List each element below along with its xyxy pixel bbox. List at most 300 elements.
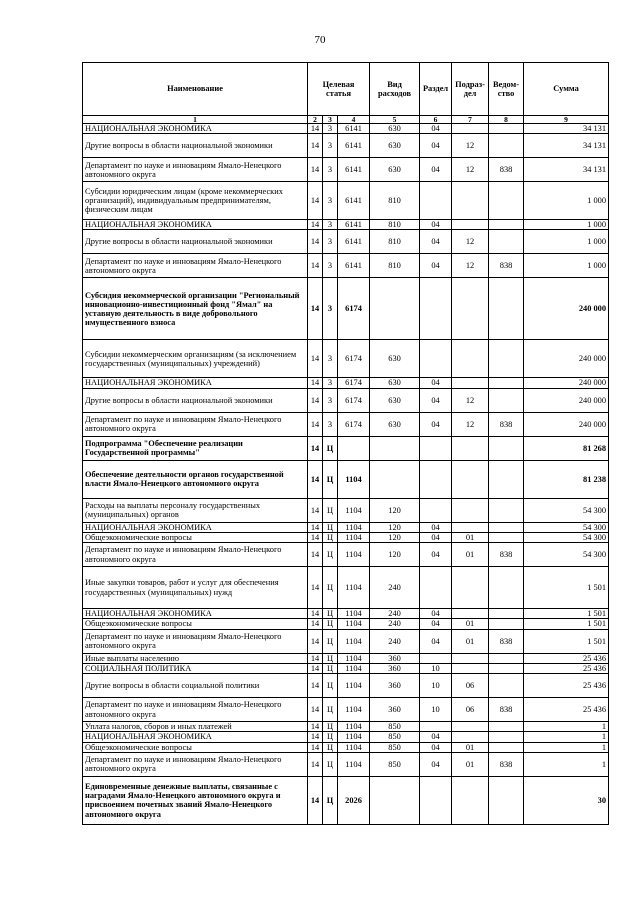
row-name: Субсидии юридическим лицам (кроме некоммерческих организаций), индивидуальным предпринимателям, физическим лицам — [83, 182, 308, 220]
subsection-code — [452, 436, 489, 460]
target-article-code-3: 6174 — [338, 340, 370, 378]
column-number: 4 — [338, 116, 370, 124]
section-code: 04 — [420, 522, 452, 532]
table-row — [83, 522, 609, 532]
expense-type: 240 — [370, 619, 420, 629]
table-row — [83, 412, 609, 436]
table-row — [83, 543, 609, 567]
subsection-code — [452, 663, 489, 673]
target-article-code-3: 6141 — [338, 158, 370, 182]
department-code — [489, 220, 524, 230]
target-article-code-1: 14 — [308, 629, 323, 653]
column-number: 9 — [524, 116, 609, 124]
target-article-code-3 — [338, 436, 370, 460]
expense-type: 630 — [370, 388, 420, 412]
department-code — [489, 124, 524, 134]
target-article-code-3: 1104 — [338, 498, 370, 522]
table-row — [83, 532, 609, 542]
target-article-code-3: 6174 — [338, 412, 370, 436]
target-article-code-2: Ц — [323, 776, 338, 824]
target-article-code-3: 6174 — [338, 378, 370, 388]
row-name: Общеэкономические вопросы — [83, 619, 308, 629]
amount: 240 000 — [524, 340, 609, 378]
expense-type — [370, 776, 420, 824]
target-article-code-1: 14 — [308, 532, 323, 542]
row-name: Общеэкономические вопросы — [83, 532, 308, 542]
column-number-row — [83, 116, 609, 124]
section-code — [420, 653, 452, 663]
table-row — [83, 663, 609, 673]
target-article-code-2: Ц — [323, 629, 338, 653]
table-row — [83, 752, 609, 776]
section-code: 04 — [420, 629, 452, 653]
section-code: 04 — [420, 378, 452, 388]
col-subsection-header: Подраз-дел — [452, 63, 489, 116]
section-code — [420, 498, 452, 522]
department-code — [489, 230, 524, 254]
table-row — [83, 722, 609, 732]
amount: 240 000 — [524, 378, 609, 388]
target-article-code-1: 14 — [308, 134, 323, 158]
subsection-code: 01 — [452, 532, 489, 542]
section-code: 04 — [420, 412, 452, 436]
row-name: НАЦИОНАЛЬНАЯ ЭКОНОМИКА — [83, 220, 308, 230]
target-article-code-2: 3 — [323, 182, 338, 220]
amount: 54 300 — [524, 498, 609, 522]
expense-type: 850 — [370, 742, 420, 752]
table-row — [83, 698, 609, 722]
expense-type: 630 — [370, 378, 420, 388]
target-article-code-2: Ц — [323, 752, 338, 776]
subsection-code — [452, 278, 489, 340]
target-article-code-3: 1104 — [338, 522, 370, 532]
target-article-code-2: Ц — [323, 609, 338, 619]
amount: 1 000 — [524, 254, 609, 278]
table-row — [83, 134, 609, 158]
table-row — [83, 498, 609, 522]
row-name: Иные выплаты населению — [83, 653, 308, 663]
table-row — [83, 609, 609, 619]
target-article-code-3: 1104 — [338, 629, 370, 653]
target-article-code-2: Ц — [323, 653, 338, 663]
expense-type: 120 — [370, 532, 420, 542]
subsection-code: 12 — [452, 254, 489, 278]
section-code: 04 — [420, 124, 452, 134]
target-article-code-3: 1104 — [338, 674, 370, 698]
expense-type: 630 — [370, 412, 420, 436]
row-name: Единовременные денежные выплаты, связанные с наградами Ямало-Ненецкого автономного округа и присвоением почетных званий Ямало-Ненецкого автономного округа — [83, 776, 308, 824]
target-article-code-2: 3 — [323, 134, 338, 158]
amount: 34 131 — [524, 124, 609, 134]
subsection-code: 06 — [452, 674, 489, 698]
column-number: 2 — [308, 116, 323, 124]
col-name-header: Наименование — [83, 63, 308, 116]
department-code — [489, 278, 524, 340]
target-article-code-3: 1104 — [338, 532, 370, 542]
section-code — [420, 278, 452, 340]
department-code — [489, 498, 524, 522]
section-code: 04 — [420, 543, 452, 567]
row-name: Департамент по науке и инновациям Ямало-Ненецкого автономного округа — [83, 629, 308, 653]
expense-type: 240 — [370, 567, 420, 609]
amount: 25 436 — [524, 674, 609, 698]
amount: 1 — [524, 742, 609, 752]
subsection-code: 01 — [452, 752, 489, 776]
target-article-code-3: 6141 — [338, 134, 370, 158]
expense-type: 810 — [370, 220, 420, 230]
row-name: Департамент по науке и инновациям Ямало-Ненецкого автономного округа — [83, 543, 308, 567]
table-row — [83, 158, 609, 182]
department-code — [489, 134, 524, 158]
target-article-code-2: Ц — [323, 698, 338, 722]
department-code — [489, 653, 524, 663]
section-code: 10 — [420, 663, 452, 673]
table-row — [83, 742, 609, 752]
target-article-code-3: 6141 — [338, 220, 370, 230]
expense-type: 120 — [370, 543, 420, 567]
department-code — [489, 619, 524, 629]
amount: 1 000 — [524, 230, 609, 254]
section-code — [420, 436, 452, 460]
target-article-code-1: 14 — [308, 776, 323, 824]
target-article-code-2: Ц — [323, 498, 338, 522]
department-code: 838 — [489, 629, 524, 653]
subsection-code — [452, 653, 489, 663]
expense-type: 360 — [370, 698, 420, 722]
department-code — [489, 776, 524, 824]
table-row — [83, 182, 609, 220]
department-code — [489, 567, 524, 609]
expense-type: 850 — [370, 732, 420, 742]
target-article-code-3: 1104 — [338, 752, 370, 776]
row-name: Расходы на выплаты персоналу государственных (муниципальных) органов — [83, 498, 308, 522]
target-article-code-1: 14 — [308, 460, 323, 498]
department-code — [489, 460, 524, 498]
expense-type: 240 — [370, 629, 420, 653]
table-row — [83, 378, 609, 388]
expense-type — [370, 278, 420, 340]
amount: 81 238 — [524, 460, 609, 498]
amount: 1 — [524, 732, 609, 742]
target-article-code-2: Ц — [323, 522, 338, 532]
section-code: 10 — [420, 674, 452, 698]
expense-type: 240 — [370, 609, 420, 619]
department-code: 838 — [489, 412, 524, 436]
row-name: Департамент по науке и инновациям Ямало-Ненецкого автономного округа — [83, 254, 308, 278]
target-article-code-1: 14 — [308, 124, 323, 134]
row-name: Иные закупки товаров, работ и услуг для обеспечения государственных (муниципальных) нужд — [83, 567, 308, 609]
target-article-code-2: Ц — [323, 436, 338, 460]
target-article-code-2: 3 — [323, 412, 338, 436]
target-article-code-3: 1104 — [338, 742, 370, 752]
department-code: 838 — [489, 543, 524, 567]
table-body — [83, 124, 609, 825]
subsection-code — [452, 340, 489, 378]
target-article-code-3: 1104 — [338, 567, 370, 609]
amount: 54 300 — [524, 543, 609, 567]
subsection-code: 06 — [452, 698, 489, 722]
table-row — [83, 254, 609, 278]
section-code — [420, 776, 452, 824]
row-name: Другие вопросы в области национальной экономики — [83, 388, 308, 412]
target-article-code-1: 14 — [308, 567, 323, 609]
amount: 1 501 — [524, 609, 609, 619]
department-code — [489, 732, 524, 742]
column-number: 8 — [489, 116, 524, 124]
expense-type: 810 — [370, 254, 420, 278]
row-name: НАЦИОНАЛЬНАЯ ЭКОНОМИКА — [83, 732, 308, 742]
target-article-code-2: 3 — [323, 340, 338, 378]
section-code: 04 — [420, 609, 452, 619]
target-article-code-2: 3 — [323, 158, 338, 182]
target-article-code-2: Ц — [323, 732, 338, 742]
amount: 1 000 — [524, 182, 609, 220]
section-code: 04 — [420, 619, 452, 629]
section-code: 04 — [420, 388, 452, 412]
row-name: НАЦИОНАЛЬНАЯ ЭКОНОМИКА — [83, 124, 308, 134]
target-article-code-1: 14 — [308, 254, 323, 278]
target-article-code-1: 14 — [308, 522, 323, 532]
table-row — [83, 388, 609, 412]
target-article-code-1: 14 — [308, 278, 323, 340]
target-article-code-2: Ц — [323, 742, 338, 752]
target-article-code-3: 6141 — [338, 254, 370, 278]
department-code — [489, 722, 524, 732]
table-row — [83, 124, 609, 134]
target-article-code-2: Ц — [323, 460, 338, 498]
target-article-code-3: 1104 — [338, 543, 370, 567]
expense-type: 850 — [370, 722, 420, 732]
row-name: Подпрограмма "Обеспечение реализации Государственной программы" — [83, 436, 308, 460]
table-row — [83, 436, 609, 460]
row-name: НАЦИОНАЛЬНАЯ ЭКОНОМИКА — [83, 522, 308, 532]
target-article-code-1: 14 — [308, 498, 323, 522]
target-article-code-1: 14 — [308, 698, 323, 722]
table-row — [83, 653, 609, 663]
section-code: 04 — [420, 752, 452, 776]
row-name: Субсидии некоммерческим организациям (за исключением государственных (муниципальных) учреждений) — [83, 340, 308, 378]
section-code — [420, 460, 452, 498]
target-article-code-3: 6174 — [338, 388, 370, 412]
target-article-code-1: 14 — [308, 388, 323, 412]
table-row — [83, 776, 609, 824]
amount: 240 000 — [524, 412, 609, 436]
table-row — [83, 460, 609, 498]
department-code: 838 — [489, 752, 524, 776]
amount: 34 131 — [524, 134, 609, 158]
amount: 25 436 — [524, 698, 609, 722]
subsection-code — [452, 722, 489, 732]
amount: 1 — [524, 752, 609, 776]
target-article-code-2: 3 — [323, 388, 338, 412]
row-name: НАЦИОНАЛЬНАЯ ЭКОНОМИКА — [83, 609, 308, 619]
col-target-article-header: Целевая статья — [308, 63, 370, 116]
column-number: 5 — [370, 116, 420, 124]
department-code — [489, 340, 524, 378]
target-article-code-2: 3 — [323, 278, 338, 340]
section-code — [420, 567, 452, 609]
subsection-code — [452, 732, 489, 742]
col-department-header: Ведом-ство — [489, 63, 524, 116]
expense-type: 850 — [370, 752, 420, 776]
section-code: 04 — [420, 254, 452, 278]
row-name: Департамент по науке и инновациям Ямало-Ненецкого автономного округа — [83, 158, 308, 182]
row-name: Департамент по науке и инновациям Ямало-Ненецкого автономного округа — [83, 752, 308, 776]
budget-table — [82, 62, 609, 825]
expense-type: 360 — [370, 674, 420, 698]
expense-type — [370, 436, 420, 460]
subsection-code: 01 — [452, 543, 489, 567]
department-code — [489, 388, 524, 412]
target-article-code-1: 14 — [308, 732, 323, 742]
row-name: Департамент по науке и инновациям Ямало-Ненецкого автономного округа — [83, 698, 308, 722]
section-code: 04 — [420, 220, 452, 230]
expense-type — [370, 460, 420, 498]
target-article-code-1: 14 — [308, 182, 323, 220]
department-code — [489, 378, 524, 388]
target-article-code-3: 1104 — [338, 698, 370, 722]
subsection-code — [452, 776, 489, 824]
table-row — [83, 629, 609, 653]
section-code — [420, 340, 452, 378]
target-article-code-3: 1104 — [338, 460, 370, 498]
amount: 30 — [524, 776, 609, 824]
target-article-code-1: 14 — [308, 653, 323, 663]
subsection-code: 12 — [452, 158, 489, 182]
amount: 34 131 — [524, 158, 609, 182]
amount: 25 436 — [524, 653, 609, 663]
department-code — [489, 522, 524, 532]
expense-type: 630 — [370, 158, 420, 182]
target-article-code-1: 14 — [308, 752, 323, 776]
col-amount-header: Сумма — [524, 63, 609, 116]
target-article-code-1: 14 — [308, 663, 323, 673]
amount: 1 501 — [524, 567, 609, 609]
target-article-code-3: 1104 — [338, 722, 370, 732]
subsection-code: 12 — [452, 388, 489, 412]
target-article-code-3: 2026 — [338, 776, 370, 824]
column-number: 1 — [83, 116, 308, 124]
target-article-code-3: 6141 — [338, 182, 370, 220]
department-code — [489, 742, 524, 752]
table-row — [83, 567, 609, 609]
expense-type: 120 — [370, 498, 420, 522]
subsection-code: 01 — [452, 742, 489, 752]
column-number: 3 — [323, 116, 338, 124]
target-article-code-2: 3 — [323, 230, 338, 254]
amount: 54 300 — [524, 532, 609, 542]
target-article-code-2: Ц — [323, 674, 338, 698]
section-code: 10 — [420, 698, 452, 722]
target-article-code-1: 14 — [308, 674, 323, 698]
section-code: 04 — [420, 158, 452, 182]
target-article-code-1: 14 — [308, 340, 323, 378]
page-number: 70 — [314, 34, 326, 46]
col-expense-type-header: Вид расходов — [370, 63, 420, 116]
target-article-code-3: 1104 — [338, 619, 370, 629]
row-name: Общеэкономические вопросы — [83, 742, 308, 752]
column-number: 7 — [452, 116, 489, 124]
section-code — [420, 722, 452, 732]
amount: 1 501 — [524, 619, 609, 629]
table-row — [83, 278, 609, 340]
row-name: Другие вопросы в области социальной политики — [83, 674, 308, 698]
department-code — [489, 674, 524, 698]
header-row — [83, 63, 609, 116]
subsection-code — [452, 567, 489, 609]
section-code: 04 — [420, 230, 452, 254]
expense-type: 360 — [370, 653, 420, 663]
expense-type: 630 — [370, 340, 420, 378]
row-name: Уплата налогов, сборов и иных платежей — [83, 722, 308, 732]
row-name: Обеспечение деятельности органов государственной власти Ямало-Ненецкого автономного округа — [83, 460, 308, 498]
subsection-code — [452, 124, 489, 134]
target-article-code-3: 1104 — [338, 732, 370, 742]
table-row — [83, 674, 609, 698]
expense-type: 120 — [370, 522, 420, 532]
subsection-code — [452, 522, 489, 532]
target-article-code-1: 14 — [308, 230, 323, 254]
subsection-code: 12 — [452, 230, 489, 254]
row-name: Другие вопросы в области национальной экономики — [83, 134, 308, 158]
target-article-code-3: 1104 — [338, 609, 370, 619]
department-code — [489, 182, 524, 220]
department-code: 838 — [489, 158, 524, 182]
row-name: Субсидия некоммерческой организации "Региональный инновационно-инвестиционный фонд "Ямал" на уставную деятельность в виде добровольного имущественного взноса — [83, 278, 308, 340]
target-article-code-1: 14 — [308, 609, 323, 619]
subsection-code: 01 — [452, 619, 489, 629]
table-row — [83, 619, 609, 629]
subsection-code — [452, 378, 489, 388]
target-article-code-1: 14 — [308, 543, 323, 567]
target-article-code-1: 14 — [308, 742, 323, 752]
subsection-code — [452, 460, 489, 498]
target-article-code-3: 6141 — [338, 124, 370, 134]
expense-type: 810 — [370, 230, 420, 254]
row-name: Другие вопросы в области национальной экономики — [83, 230, 308, 254]
amount: 25 436 — [524, 663, 609, 673]
table-row — [83, 220, 609, 230]
target-article-code-2: 3 — [323, 254, 338, 278]
row-name: Департамент по науке и инновациям Ямало-Ненецкого автономного округа — [83, 412, 308, 436]
target-article-code-3: 6174 — [338, 278, 370, 340]
expense-type: 360 — [370, 663, 420, 673]
col-section-header: Раздел — [420, 63, 452, 116]
section-code: 04 — [420, 134, 452, 158]
target-article-code-1: 14 — [308, 436, 323, 460]
department-code — [489, 436, 524, 460]
target-article-code-1: 14 — [308, 619, 323, 629]
table-row — [83, 230, 609, 254]
expense-type: 810 — [370, 182, 420, 220]
target-article-code-2: Ц — [323, 543, 338, 567]
amount: 54 300 — [524, 522, 609, 532]
subsection-code — [452, 182, 489, 220]
subsection-code — [452, 609, 489, 619]
department-code: 838 — [489, 254, 524, 278]
amount: 1 501 — [524, 629, 609, 653]
target-article-code-2: 3 — [323, 220, 338, 230]
subsection-code — [452, 220, 489, 230]
target-article-code-1: 14 — [308, 412, 323, 436]
target-article-code-3: 1104 — [338, 663, 370, 673]
target-article-code-1: 14 — [308, 722, 323, 732]
amount: 1 — [524, 722, 609, 732]
subsection-code: 12 — [452, 412, 489, 436]
section-code: 04 — [420, 742, 452, 752]
amount: 240 000 — [524, 278, 609, 340]
target-article-code-2: Ц — [323, 567, 338, 609]
